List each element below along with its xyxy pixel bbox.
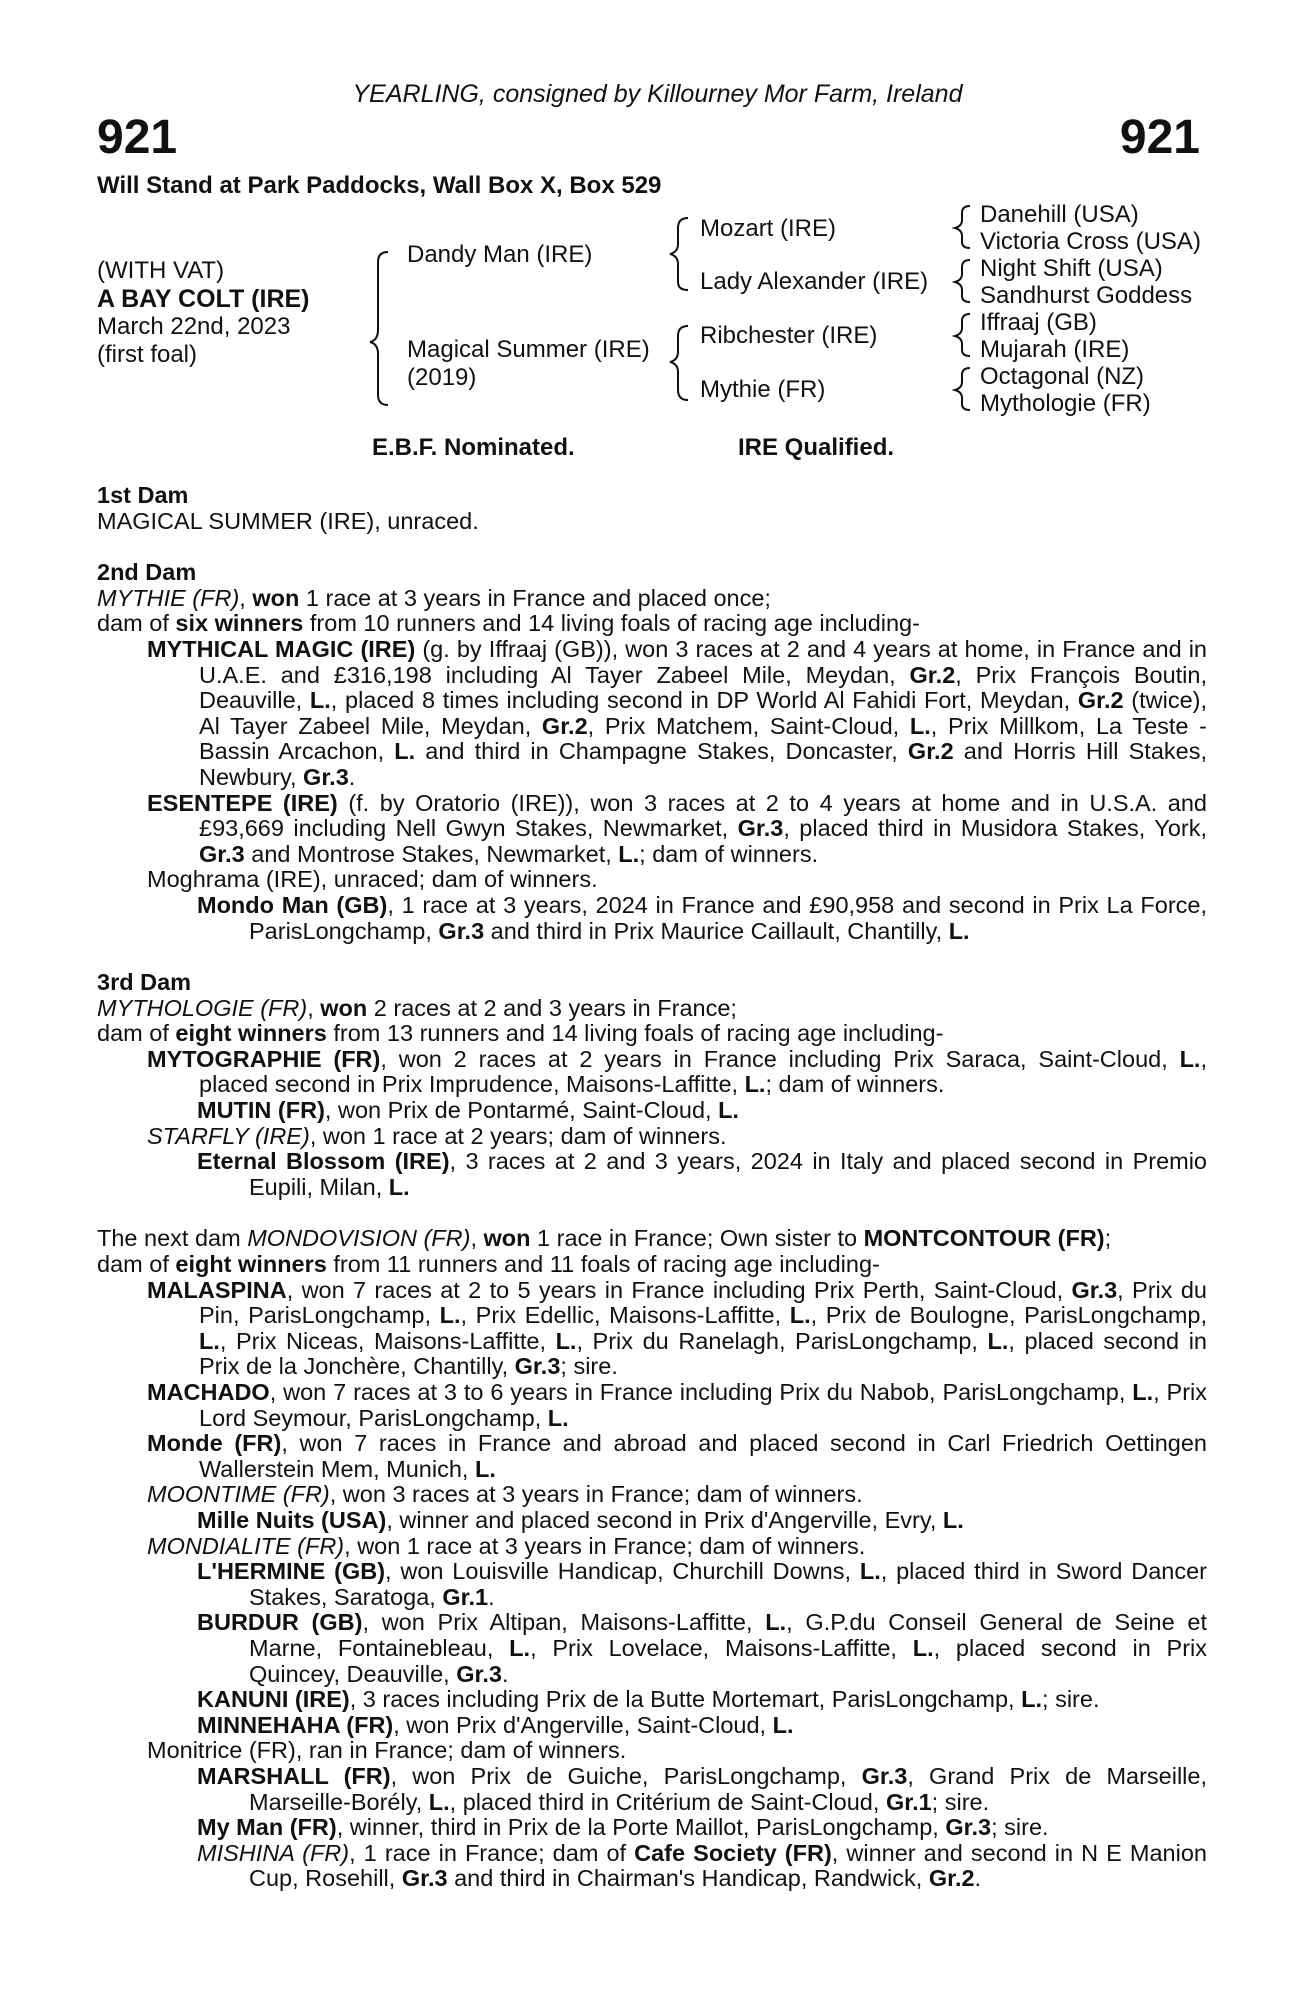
third-dam-line2: dam of eight winners from 13 runners and 14 living foals of racing age including-: [97, 1020, 944, 1047]
produce-my-man: My Man (FR), winner, third in Prix de la Porte Maillot, ParisLongchamp, Gr.3; sire.: [197, 1814, 1049, 1841]
produce-moontime: MOONTIME (FR), won 3 races at 3 years in France; dam of winners.: [147, 1481, 863, 1508]
pedigree-dam-year: (2019): [407, 364, 477, 391]
lot-number-left: 921: [97, 111, 178, 164]
pedigree-dsd: Mujarah (IRE): [980, 336, 1130, 363]
brace-dam: [670, 326, 688, 400]
catalogue-subtitle: YEARLING, consigned by Killourney Mor Farm, Ireland: [352, 80, 963, 108]
first-dam-heading: 1st Dam: [97, 482, 189, 508]
produce-mondo-man: Mondo Man (GB), 1 race at 3 years, 2024 in France and £90,958 and second in Prix La Force, ParisLongchamp, Gr.3 and third in Prix Maurice Caillault, Chantilly, L.: [197, 891, 1207, 944]
pedigree-sdd: Sandhurst Goddess: [980, 282, 1193, 309]
brace-sd: [955, 260, 970, 302]
brace-ds: [955, 314, 970, 356]
pedigree-ssd: Victoria Cross (USA): [980, 228, 1201, 255]
pedigree-dds: Octagonal (NZ): [980, 363, 1145, 390]
produce-monde: Monde (FR), won 7 races in France and abroad and placed second in Carl Friedrich Oettingen Wallerstein Mem, Munich, L.: [147, 1430, 1207, 1482]
produce-mondialite: MONDIALITE (FR), won 1 race at 3 years in France; dam of winners.: [147, 1532, 866, 1559]
pedigree-sss: Danehill (USA): [980, 201, 1139, 228]
second-dam-heading: 2nd Dam: [97, 559, 197, 586]
pedigree-dss: Iffraaj (GB): [980, 309, 1097, 336]
produce-mishina: MISHINA (FR), 1 race in France; dam of Cafe Society (FR), winner and second in N E Manion Cup, Rosehill, Gr.3 and third in Chairman's Handicap, Randwick, Gr.2.: [197, 1839, 1207, 1892]
horse-dob: March 22nd, 2023: [97, 313, 291, 340]
second-dam-line1: MYTHIE (FR), won 1 race at 3 years in France and placed once;: [97, 584, 771, 611]
lot-number-right: 921: [1119, 111, 1200, 164]
produce-mille-nuits: Mille Nuits (USA), winner and placed second in Prix d'Angerville, Evry, L.: [197, 1506, 964, 1533]
second-dam-line2: dam of six winners from 10 runners and 14 living foals of racing age including-: [97, 610, 920, 637]
catalogue-body: [97, 483, 1207, 1892]
third-dam-heading: 3rd Dam: [97, 969, 192, 996]
third-dam-line1: MYTHOLOGIE (FR), won 2 races at 2 and 3 years in France;: [97, 994, 737, 1021]
vat-note: (WITH VAT): [97, 257, 225, 284]
produce-malaspina: MALASPINA, won 7 races at 2 to 5 years in France including Prix Perth, Saint-Cloud, Gr.3, Prix du Pin, ParisLongchamp, L., Prix Edellic, Maisons-Laffitte, L., Prix de Boulogne, ParisLongchamp, L., Prix Niceas, Maisons-Laffitte, L., Prix du Ranelagh, ParisLongchamp, L., placed second in Prix de la Jonchère, Chantilly, Gr.3; sire.: [147, 1276, 1207, 1380]
brace-dd: [955, 368, 970, 410]
produce-esentepe: ESENTEPE (IRE) (f. by Oratorio (IRE)), won 3 races at 2 to 4 years at home and in U.S.A. and £93,669 including Nell Gwyn Stakes, Newmarket, Gr.3, placed third in Musidora Stakes, York, Gr.3 and Montrose Stakes, Newmarket, L.; dam of winners.: [147, 789, 1207, 867]
horse-foal: (first foal): [97, 341, 198, 368]
pedigree-sds: Night Shift (USA): [980, 255, 1163, 282]
next-dam-line1: The next dam MONDOVISION (FR), won 1 race in France; Own sister to MONTCONTOUR (FR);: [97, 1225, 1112, 1252]
horse-name: A BAY COLT (IRE): [97, 285, 310, 313]
ebf-nominated: E.B.F. Nominated.: [372, 434, 575, 461]
produce-eternal-blossom: Eternal Blossom (IRE), 3 races at 2 and 3 years, 2024 in Italy and placed second in Premio Eupili, Milan, L.: [197, 1148, 1208, 1200]
produce-mytographie: MYTOGRAPHIE (FR), won 2 races at 2 years in France including Prix Saraca, Saint-Cloud, L., placed second in Prix Imprudence, Maisons-Laffitte, L.; dam of winners.: [147, 1045, 1207, 1098]
first-dam-section: [97, 483, 1207, 534]
third-dam-section: [97, 970, 1207, 1200]
produce-kanuni: KANUNI (IRE), 3 races including Prix de la Butte Mortemart, ParisLongchamp, L.; sire.: [197, 1686, 1100, 1713]
brace-main: [370, 252, 388, 405]
pedigree-dam: Magical Summer (IRE): [407, 336, 650, 363]
pedigree-sire: Dandy Man (IRE): [407, 241, 593, 268]
second-dam-section: [97, 560, 1207, 944]
next-dam-line2: dam of eight winners from 11 runners and 11 foals of racing age including-: [97, 1251, 880, 1278]
produce-marshall: MARSHALL (FR), won Prix de Guiche, ParisLongchamp, Gr.3, Grand Prix de Marseille, Marseille-Borély, L., placed third in Critérium de Saint-Cloud, Gr.1; sire.: [197, 1762, 1207, 1815]
stand-location: Will Stand at Park Paddocks, Wall Box X, Box 529: [97, 172, 662, 199]
pedigree-sd: Lady Alexander (IRE): [700, 268, 929, 295]
pedigree-dd: Mythie (FR): [700, 376, 826, 403]
brace-ss: [955, 206, 970, 248]
produce-minnehaha: MINNEHAHA (FR), won Prix d'Angerville, Saint-Cloud, L.: [197, 1711, 794, 1738]
pedigree-ss: Mozart (IRE): [700, 215, 837, 242]
pedigree-ds: Ribchester (IRE): [700, 322, 878, 349]
pedigree-ddd: Mythologie (FR): [980, 390, 1151, 417]
produce-starfly: STARFLY (IRE), won 1 race at 2 years; dam of winners.: [147, 1122, 727, 1149]
produce-moghrama: Moghrama (IRE), unraced; dam of winners.: [147, 866, 598, 893]
produce-mythical-magic: MYTHICAL MAGIC (IRE) (g. by Iffraaj (GB)), won 3 races at 2 and 4 years at home, in France and in U.A.E. and £316,198 including Al Tayer Zabeel Mile, Meydan, Gr.2, Prix François Boutin, Deauville, L., placed 8 times including second in DP World Al Fahidi Fort, Meydan, Gr.2 (twice), Al Tayer Zabeel Mile, Meydan, Gr.2, Prix Matchem, Saint-Cloud, L., Prix Millkom, La Teste - Bassin Arcachon, L. and third in Champagne Stakes, Doncaster, Gr.2 and Horris Hill Stakes, Newbury, Gr.3.: [147, 635, 1208, 790]
brace-sire: [670, 218, 688, 290]
produce-monitrice: Monitrice (FR), ran in France; dam of winners.: [147, 1737, 627, 1764]
produce-lhermine: L'HERMINE (GB), won Louisville Handicap, Churchill Downs, L., placed third in Sword Dancer Stakes, Saratoga, Gr.1.: [197, 1558, 1207, 1610]
produce-machado: MACHADO, won 7 races at 3 to 6 years in France including Prix du Nabob, ParisLongchamp, L., Prix Lord Seymour, ParisLongchamp, L.: [147, 1379, 1208, 1431]
first-dam-text: MAGICAL SUMMER (IRE), unraced.: [97, 507, 479, 534]
next-dam-section: [97, 1226, 1207, 1891]
ire-qualified: IRE Qualified.: [738, 434, 895, 461]
produce-burdur: BURDUR (GB), won Prix Altipan, Maisons-Laffitte, L., G.P.du Conseil General de Seine et Marne, Fontainebleau, L., Prix Lovelace, Maisons-Laffitte, L., placed second in Prix Quincey, Deauville, Gr.3.: [197, 1609, 1207, 1687]
produce-mutin: MUTIN (FR), won Prix de Pontarmé, Saint-Cloud, L.: [197, 1097, 739, 1124]
